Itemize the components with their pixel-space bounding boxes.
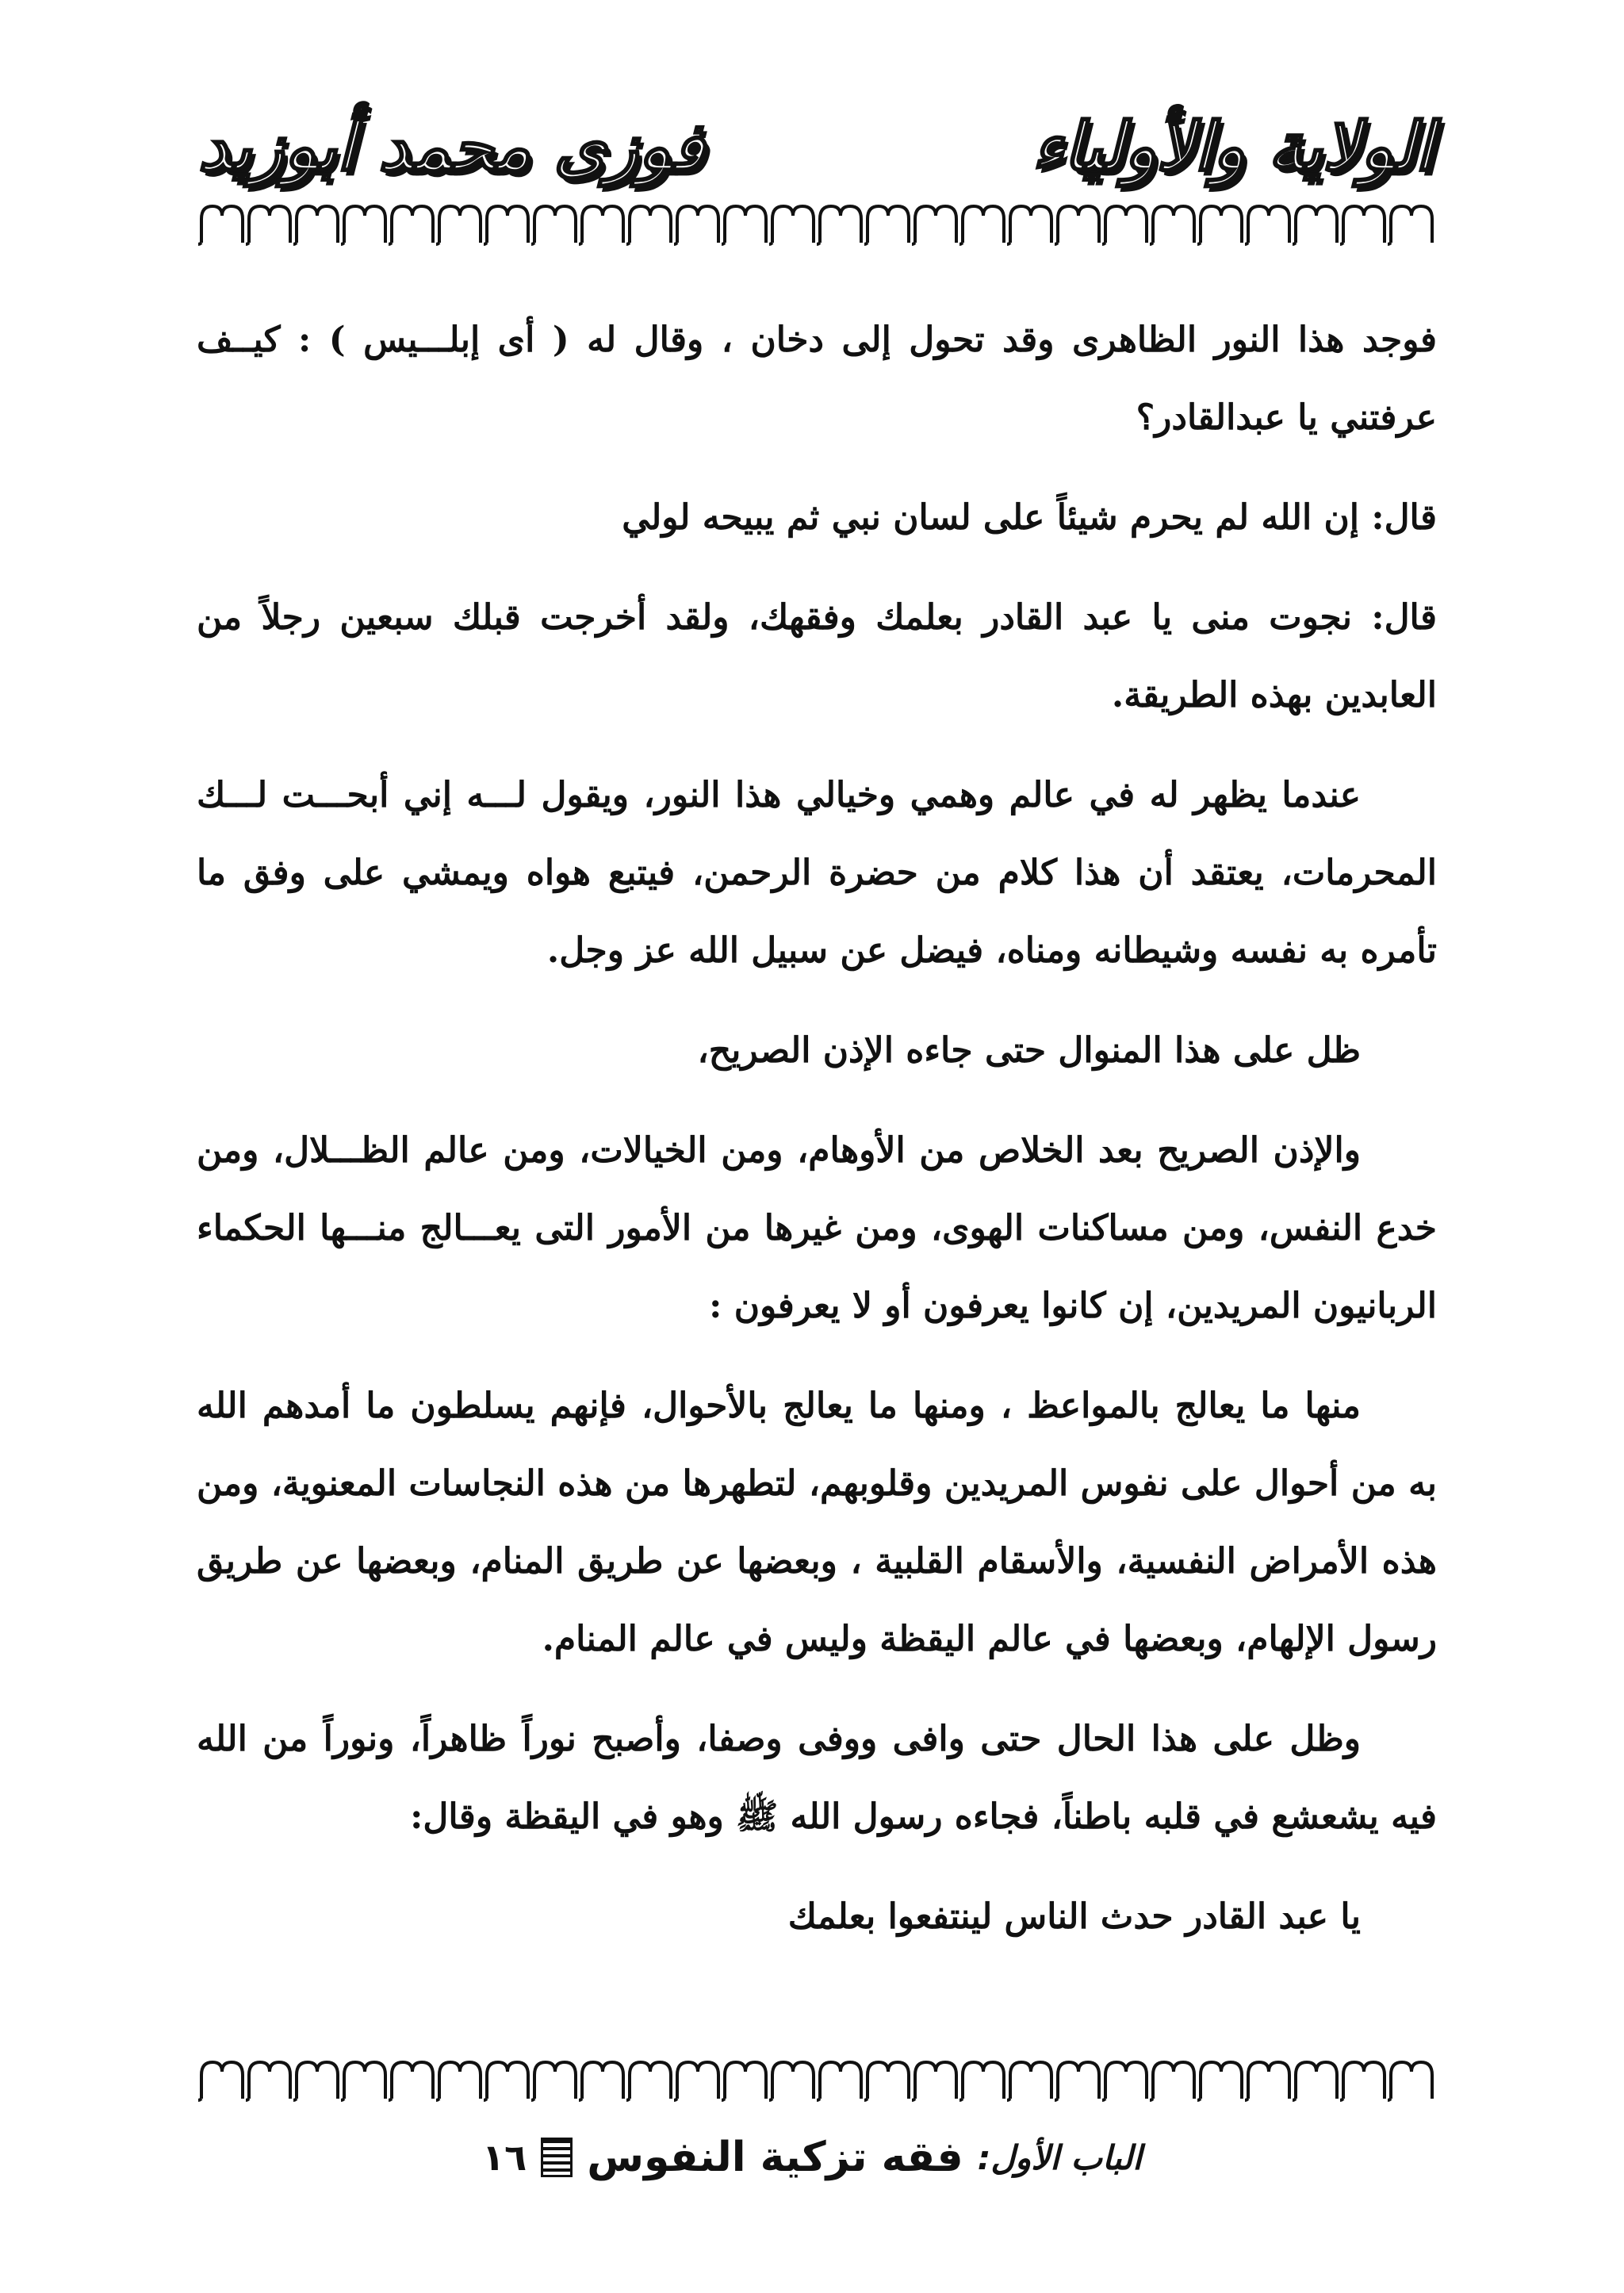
paragraph-1: فوجد هذا النور الظاهرى وقد تحول إلى دخان ، وقال له ( أى إبلـــيس ) : كيــف عرفتني يا عبدالقادر؟: [197, 320, 1437, 438]
paragraph-7: منها ما يعالج بالمواعظ ، ومنها ما يعالج بالأحوال، فإنهم يسلطون ما أمدهم الله به من أحوال على نفوس المريدين وقلوبهم، لتطهرها من هذه النجاسات المعنوية، ومن هذه الأمراض النفسية، والأسقام القلبية ، وبعضها عن طريق المنام، وبعضها عن طريق رسول الإلهام، وبعضها في عالم اليقظة وليس في عالم المنام.: [197, 1386, 1437, 1659]
paragraph-8: وظل على هذا الحال حتى وافى ووفى وصفا، وأصبح نوراً ظاهراً، ونوراً من الله فيه يشعشع في قلبه باطناً، فجاءه رسول الله ﷺ وهو في اليقظة وقال:: [197, 1719, 1437, 1837]
book-icon: [541, 2138, 573, 2177]
page-number: ١٦: [482, 2136, 527, 2179]
page-body: [197, 301, 1437, 1978]
page-footer: [0, 2134, 1624, 2205]
footer-chapter-label: الباب الأول:: [977, 2138, 1142, 2177]
header-title: الولاية والأولياء: [1032, 107, 1434, 186]
paragraph-2: قال: إن الله لم يحرم شيئاً على لسان نبي ثم يبيحه لولي: [622, 497, 1437, 538]
paragraph-6: والإذن الصريح بعد الخلاص من الأوهام، ومن الخيالات، ومن عالم الظـــلال، ومن خدع النفس، ومن مساكنات الهوى، ومن غيرها من الأمور التى يعـــالج منـــها الحكماء الربانيون المريدين، إن كانوا يعرفون أو لا يعرفون :: [197, 1130, 1437, 1326]
footer-book-title: فقه تزكية النفوس: [587, 2134, 963, 2181]
bottom-arch-border: [198, 2053, 1435, 2103]
paragraph-4: عندما يظهر له في عالم وهمي وخيالي هذا النور، ويقول لـــه إني أبحـــت لـــك المحرمات، يعتقد أن هذا كلام من حضرة الرحمن، فيتبع هواه ويمشي على وفق ما تأمره به نفسه وشيطانه ومناه، فيضل عن سبيل الله عز وجل.: [197, 775, 1437, 971]
top-arch-border: [198, 197, 1435, 247]
paragraph-5: ظل على هذا المنوال حتى جاءه الإذن الصريح،: [697, 1030, 1361, 1071]
paragraph-9: يا عبد القادر حدث الناس لينتفعوا بعلمك: [787, 1896, 1361, 1937]
paragraph-3: قال: نجوت منى يا عبد القادر بعلمك وفقهك، ولقد أخرجت قبلك سبعين رجلاً من العابدين بهذه الطريقة.: [197, 597, 1437, 715]
header-author: فوزى محمد أبوزيد: [198, 107, 705, 186]
page-header: [198, 103, 1434, 194]
